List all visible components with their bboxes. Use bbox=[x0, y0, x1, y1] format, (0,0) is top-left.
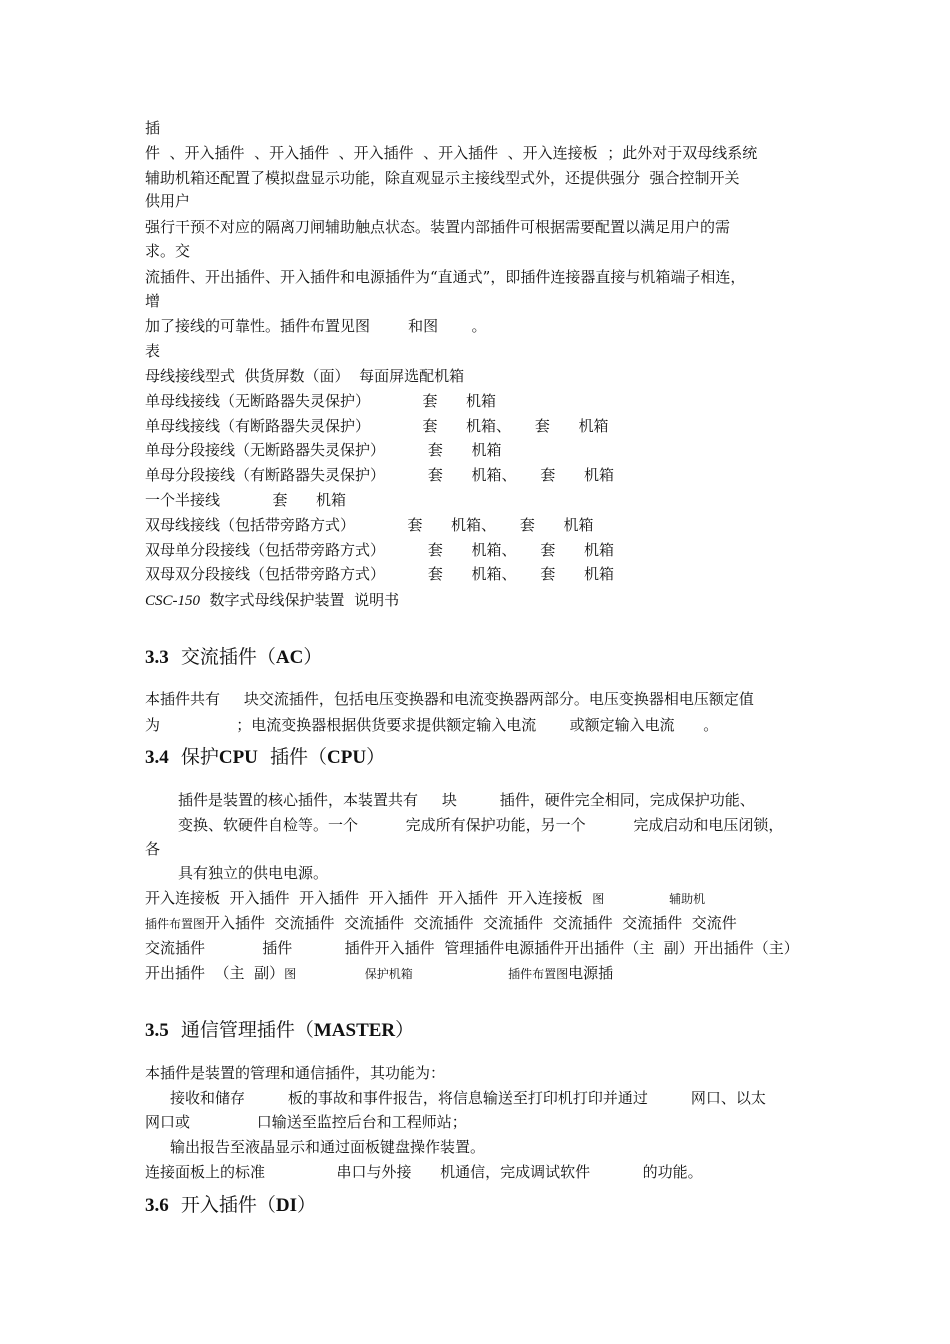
manual-reference bbox=[145, 593, 399, 609]
section-title-close: ） bbox=[296, 1194, 316, 1216]
section-number: 3.4 bbox=[145, 747, 169, 768]
section-abbr: MASTER bbox=[313, 1020, 396, 1041]
intro-line: 强行干预不对应的隔离刀闸辅助触点状态。装置内部插件可根据需要配置以满足用户的需 bbox=[145, 218, 731, 236]
section-title: 插件（ bbox=[257, 746, 328, 768]
section-title: 交流插件（ bbox=[180, 646, 276, 668]
heading-3-5 bbox=[145, 1021, 414, 1040]
table-header: 母线接线型式 供货屏数（面） 每面屏选配机箱 bbox=[145, 367, 465, 385]
section-abbr: CPU bbox=[218, 747, 258, 768]
figure-labels: 开入插件 交流插件 交流插件 交流插件 交流插件 交流插件 交流插件 交流件 bbox=[205, 914, 737, 932]
section-title: 开入插件（ bbox=[180, 1194, 276, 1216]
figure-caption: 图 辅助机 bbox=[592, 892, 706, 906]
section-number: 3.3 bbox=[145, 647, 169, 668]
section-abbr: AC bbox=[275, 647, 304, 668]
section-abbr: CPU bbox=[327, 747, 367, 768]
intro-line: 增 bbox=[145, 292, 161, 310]
section-title: 保护 bbox=[180, 746, 219, 768]
intro-line: 供用户 bbox=[145, 192, 191, 210]
figure-caption: 插件布置图 bbox=[145, 917, 206, 931]
section-title-close: ） bbox=[303, 646, 323, 668]
figure-labels: 开出插件 （主 副） bbox=[145, 964, 285, 982]
paragraph: 本插件是装置的管理和通信插件，其功能为： bbox=[145, 1064, 446, 1082]
section-number: 3.5 bbox=[145, 1020, 169, 1041]
figure-labels: 开入连接板 开入插件 开入插件 开入插件 开入插件 开入连接板 bbox=[145, 889, 593, 907]
figure-line bbox=[145, 891, 705, 906]
section-title: 通信管理插件（ bbox=[180, 1019, 314, 1041]
section-title-close: ） bbox=[366, 746, 386, 768]
paragraph: 本插件共有 块交流插件，包括电压变换器和电流变换器两部分。电压变换器相电压额定值 bbox=[145, 690, 754, 708]
table-row: 双母线接线（包括带旁路方式） 套 机箱、 套 机箱 bbox=[145, 516, 594, 534]
paragraph: 连接面板上的标准 串口与外接 机通信，完成调试软件 的功能。 bbox=[145, 1163, 703, 1181]
manual-title: 数字式母线保护装置 说明书 bbox=[200, 591, 400, 609]
section-title-close: ） bbox=[395, 1019, 415, 1041]
table-caption: 表 bbox=[145, 342, 161, 360]
table-row: 单母线接线（无断路器失灵保护） 套 机箱 bbox=[145, 392, 497, 410]
model-name: CSC-150 bbox=[145, 593, 201, 609]
figure-line bbox=[145, 966, 613, 981]
intro-line: 流插件、开出插件、开入插件和电源插件为“直通式”，即插件连接器直接与机箱端子相连， bbox=[145, 268, 746, 286]
heading-3-6 bbox=[145, 1196, 316, 1215]
heading-3-3 bbox=[145, 648, 322, 667]
intro-line: 辅助机箱还配置了模拟盘显示功能，除直观显示主接线型式外，还提供强分 强合控制开关 bbox=[145, 169, 740, 187]
intro-line: 求。交 bbox=[145, 242, 191, 260]
section-number: 3.6 bbox=[145, 1195, 169, 1216]
table-row: 单母分段接线（有断路器失灵保护） 套 机箱、 套 机箱 bbox=[145, 466, 614, 484]
table-row: 单母分段接线（无断路器失灵保护） 套 机箱 bbox=[145, 441, 502, 459]
paragraph: 插件是装置的核心插件，本装置共有 块 插件，硬件完全相同，完成保护功能、 bbox=[178, 791, 755, 809]
section-abbr: DI bbox=[275, 1195, 297, 1216]
paragraph: 具有独立的供电电源。 bbox=[178, 864, 329, 882]
figure-caption: 图 保护机箱 插件布置图 bbox=[284, 967, 569, 981]
paragraph: 网口或 口输送至监控后台和工程师站； bbox=[145, 1113, 467, 1131]
paragraph: 各 bbox=[145, 840, 161, 858]
heading-3-4 bbox=[145, 748, 385, 767]
intro-line: 件 、开入插件 、开入插件 、开入插件 、开入插件 、开入连接板 ；此外对于双母线系统 bbox=[145, 144, 758, 162]
intro-line: 加了接线的可靠性。插件布置见图 和图 。 bbox=[145, 317, 487, 335]
figure-line: 交流插件 插件 插件开入插件 管理插件电源插件开出插件（主 副）开出插件（主） bbox=[145, 939, 799, 957]
paragraph: 输出报告至液晶显示和通过面板键盘操作装置。 bbox=[170, 1138, 486, 1156]
table-row: 双母双分段接线（包括带旁路方式） 套 机箱、 套 机箱 bbox=[145, 565, 614, 583]
table-row: 单母线接线（有断路器失灵保护） 套 机箱、 套 机箱 bbox=[145, 417, 609, 435]
table-row: 双母单分段接线（包括带旁路方式） 套 机箱、 套 机箱 bbox=[145, 541, 614, 559]
paragraph: 变换、软硬件自检等。一个 完成所有保护功能，另一个 完成启动和电压闭锁， bbox=[178, 816, 784, 834]
paragraph: 接收和储存 板的事故和事件报告，将信息输送至打印机打印并通过 网口、以太 bbox=[170, 1089, 766, 1107]
table-row: 一个半接线 套 机箱 bbox=[145, 491, 347, 509]
figure-labels: 电源插 bbox=[568, 964, 614, 982]
intro-line: 插 bbox=[145, 119, 161, 137]
figure-line bbox=[145, 916, 737, 931]
paragraph: 为 ；电流变换器根据供货要求提供额定输入电流 或额定输入电流 。 bbox=[145, 716, 719, 734]
